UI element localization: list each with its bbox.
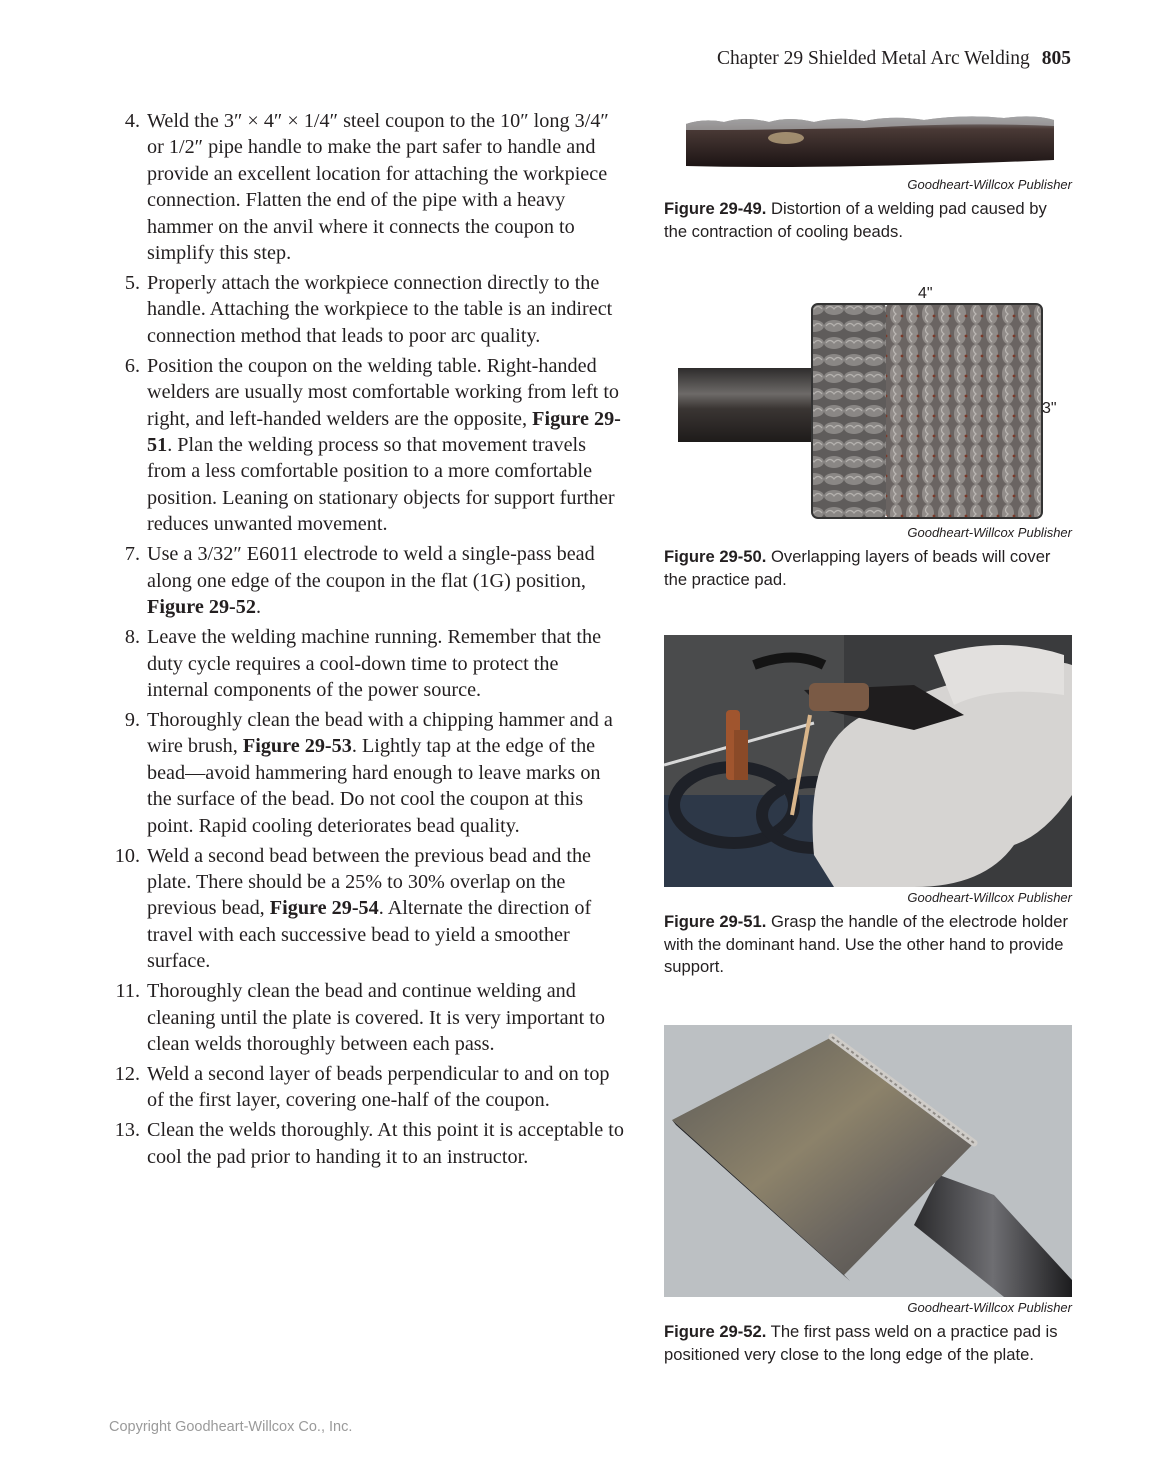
step-number-text: 10.	[114, 844, 140, 867]
step-number	[104, 707, 147, 839]
figure-reference: Figure 29-54	[269, 897, 379, 920]
step-text	[147, 624, 624, 703]
list-item	[104, 1061, 624, 1114]
step-number	[104, 624, 147, 703]
step-number	[104, 1061, 147, 1114]
photo-credit: Goodheart-Willcox Publisher	[907, 525, 1072, 540]
step-text-segment: Thoroughly clean the bead and continue welding and cleaning until the plate is covered. It is very important to clean welds thoroughly between each pass.	[147, 980, 606, 1055]
photo-credit: Goodheart-Willcox Publisher	[907, 1300, 1072, 1315]
figure-label: Figure 29-49.	[664, 199, 767, 218]
procedure-steps	[104, 108, 624, 1174]
list-item	[104, 978, 624, 1057]
figure-29-49	[664, 110, 1072, 243]
step-text-segment: . Alternate the direction of travel with each successive bead to yield a smoother surface.	[147, 897, 592, 973]
figure-caption	[664, 546, 1072, 591]
figure-29-51	[664, 635, 1072, 979]
figure-label: Figure 29-52.	[664, 1322, 767, 1341]
width-dimension-label: 4"	[918, 285, 933, 302]
list-item	[104, 707, 624, 839]
first-pass-weld-practice-pad-photo	[664, 1025, 1072, 1297]
figure-caption	[664, 198, 1072, 243]
list-item	[104, 843, 624, 975]
step-text-segment: Position the coupon on the welding table. Right-handed welders are usually most comfortable working from left to right, and left-handed welders are the opposite,	[147, 354, 620, 430]
step-text-segment: Weld the 3″ × 4″ × 1/4″ steel coupon to the 10″ long 3/4″ or 1/2″ pipe handle to make the part safer to handle and provide an excellent location for attaching the workpiece connection. Flatten the end of the pipe with a heavy hammer on the anvil where it connects the coupon to simplify this step.	[147, 110, 609, 265]
step-number	[104, 270, 147, 349]
step-number	[104, 108, 147, 266]
page-number: 805	[1041, 48, 1071, 69]
chapter-title: Chapter 29 Shielded Metal Arc Welding	[717, 48, 1030, 69]
caption-text: Distortion of a welding pad caused by the contraction of cooling beads.	[664, 199, 1047, 241]
step-text-segment: Thoroughly clean the bead with a chipping hammer and a wire brush,	[147, 708, 613, 758]
step-number	[104, 978, 147, 1057]
step-number-text: 7.	[124, 543, 140, 566]
step-text-segment: Weld a second bead between the previous bead and the plate. There should be a 25% to 30% overlap on the previous bead,	[147, 844, 592, 920]
step-number	[104, 353, 147, 538]
figure-reference: Figure 29-51	[147, 407, 621, 457]
step-number-text: 5.	[124, 272, 140, 295]
step-text	[147, 843, 624, 975]
practice-pad-bead-layers-photo	[664, 284, 1072, 522]
list-item	[104, 108, 624, 266]
step-text-segment: Leave the welding machine running. Remember that the duty cycle requires a cool-down time to protect the internal components of the power source.	[147, 626, 602, 701]
photo-credit: Goodheart-Willcox Publisher	[907, 177, 1072, 192]
step-text	[147, 270, 624, 349]
step-text	[147, 353, 624, 538]
step-text	[147, 541, 624, 620]
list-item	[104, 270, 624, 349]
step-number-text: 9.	[124, 708, 140, 731]
step-number-text: 8.	[124, 626, 140, 649]
step-text	[147, 108, 624, 266]
step-text-segment: Clean the welds thoroughly. At this point it is acceptable to cool the pad prior to handing it to an instructor.	[147, 1119, 624, 1168]
step-number-text: 12.	[114, 1062, 140, 1085]
list-item	[104, 624, 624, 703]
photo-credit: Goodheart-Willcox Publisher	[907, 890, 1072, 905]
copyright-footer: Copyright Goodheart-Willcox Co., Inc.	[109, 1419, 353, 1435]
step-number	[104, 541, 147, 620]
step-text	[147, 1061, 624, 1114]
figure-label: Figure 29-50.	[664, 547, 767, 566]
caption-text: The first pass weld on a practice pad is positioned very close to the long edge of the plate.	[664, 1322, 1058, 1364]
step-number	[104, 1117, 147, 1170]
step-text	[147, 1117, 624, 1170]
step-text-segment: Properly attach the workpiece connection directly to the handle. Attaching the workpiece to the table is an indirect connection method that leads to poor arc quality.	[147, 272, 613, 347]
figure-reference: Figure 29-53	[242, 735, 352, 758]
gloved-hands-electrode-holder-photo	[664, 635, 1072, 887]
figure-29-50	[664, 284, 1072, 591]
figure-reference: Figure 29-52	[147, 596, 256, 619]
step-text-segment: . Plan the welding process so that movement travels from a less comfortable position to a more comfortable position. Leaning on stationary objects for support further reduces unwanted movement.	[147, 434, 615, 536]
list-item	[104, 541, 624, 620]
step-text-segment: Weld a second layer of beads perpendicular to and on top of the first layer, covering one-half of the coupon.	[147, 1062, 610, 1112]
figure-29-52	[664, 1025, 1072, 1366]
figure-caption	[664, 911, 1072, 979]
step-number-text: 4.	[124, 110, 140, 132]
caption-text: Grasp the handle of the electrode holder with the dominant hand. Use the other hand to provide support.	[664, 912, 1069, 976]
distorted-welding-pad-photo	[664, 110, 1072, 174]
figure-label: Figure 29-51.	[664, 912, 767, 931]
step-number-text: 6.	[124, 354, 140, 377]
step-number-text: 13.	[114, 1119, 140, 1142]
running-head	[717, 48, 1071, 70]
step-text-segment: .	[255, 596, 262, 619]
step-number	[104, 843, 147, 975]
list-item	[104, 353, 624, 538]
step-text	[147, 978, 624, 1057]
step-text	[147, 707, 624, 839]
height-dimension-label: 3"	[1042, 400, 1057, 417]
list-item	[104, 1117, 624, 1170]
caption-text: Overlapping layers of beads will cover the practice pad.	[664, 547, 1051, 589]
step-text-segment: . Lightly tap at the edge of the bead—avoid hammering hard enough to leave marks on the surface of the bead. Do not cool the coupon at this point. Rapid cooling deteriorates bead quality.	[147, 735, 601, 837]
step-number-text: 11.	[115, 980, 140, 1003]
figure-caption	[664, 1321, 1072, 1366]
step-text-segment: Use a 3/32″ E6011 electrode to weld a single-pass bead along one edge of the coupon in the flat (1G) position,	[147, 543, 595, 592]
